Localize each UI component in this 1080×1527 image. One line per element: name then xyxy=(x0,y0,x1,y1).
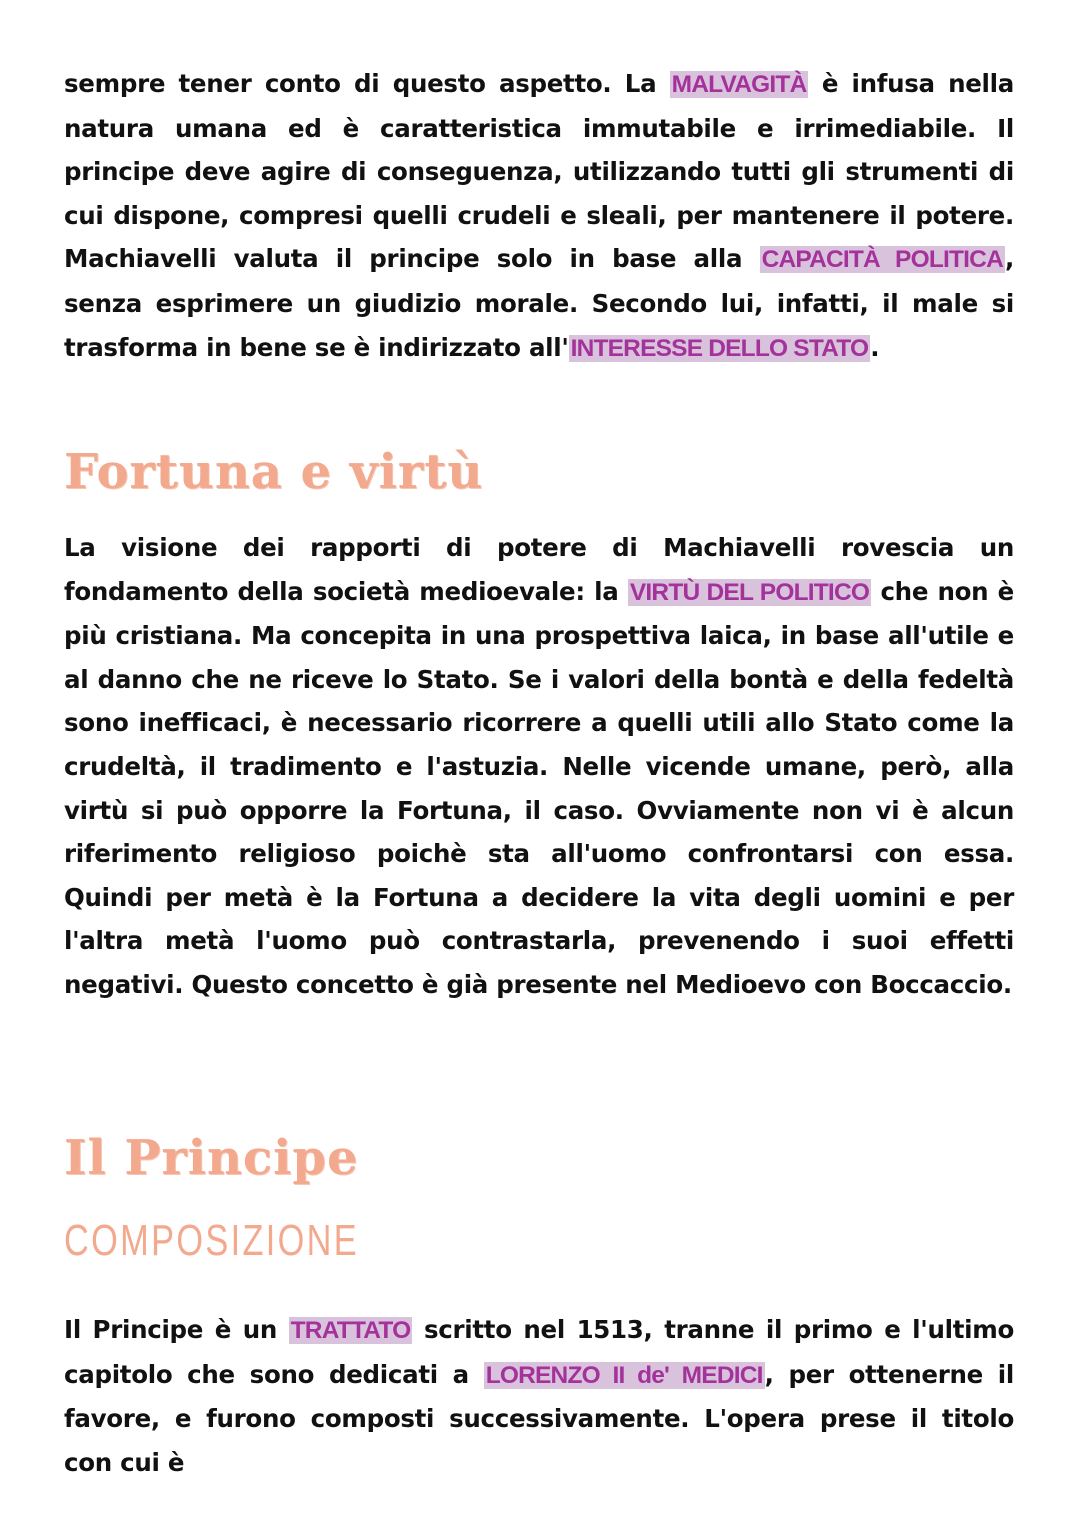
heading-il-principe: Il Principe xyxy=(64,1130,359,1186)
text-run: , per ottenerne il favore, e furono composti successivamente. L'opera prese il titolo con cui è xyxy=(64,1359,1014,1477)
text-run: scritto nel 1513, tranne il primo e l'ultimo capitolo che sono dedicati a xyxy=(64,1315,1014,1389)
text-run: . xyxy=(870,332,880,362)
paragraph-composizione xyxy=(64,1308,1014,1484)
highlight-capacita-politica: CAPACITÀ POLITICA xyxy=(761,246,1003,274)
text-run: sempre tener conto di questo aspetto. La xyxy=(64,69,670,98)
highlight-trattato: TRATTATO xyxy=(290,1317,411,1344)
highlight-virtu-del-politico: VIRTÙ DEL POLITICO xyxy=(629,578,870,606)
text-run: La visione dei rapporti di potere di Machiavelli rovescia un fondamento della società medioevale: la xyxy=(64,533,1014,606)
paragraph-malvagita xyxy=(64,62,1014,370)
paragraph-fortuna-virtu xyxy=(64,526,1014,1007)
highlight-malvagita: MALVAGITÀ xyxy=(671,71,807,98)
text-run: Il Principe è un xyxy=(64,1315,289,1344)
subheading-composizione: COMPOSIZIONE xyxy=(64,1216,360,1265)
text-run: , senza esprimere un giudizio morale. Secondo lui, infatti, il male si trasforma in bene se è indirizzato all' xyxy=(64,244,1014,362)
highlight-lorenzo-de-medici: LORENZO II de' MEDICI xyxy=(485,1361,763,1389)
text-run: è infusa nella natura umana ed è caratteristica immutabile e irrimediabile. Il principe deve agire di conseguenza, utilizzando tutti gli strumenti di cui dispone, compresi quelli crudeli e sleali, per mantenere il potere. Machiavelli valuta il principe solo in base alla xyxy=(64,69,1014,274)
highlight-interesse-dello-stato: INTERESSE DELLO STATO xyxy=(570,334,869,362)
heading-fortuna-e-virtu: Fortuna e virtù xyxy=(64,444,484,500)
text-run: che non è più cristiana. Ma concepita in una prospettiva laica, in base all'utile e al danno che ne riceve lo Stato. Se i valori della bontà e della fedeltà sono inefficaci, è necessario ricorrere a quelli utili allo Stato come la crudeltà, il tradimento e l'astuzia. Nelle vicende umane, però, alla virtù si può opporre la Fortuna, il caso. Ovviamente non vi è alcun riferimento religioso poichè sta all'uomo confrontarsi con essa. Quindi per metà è la Fortuna a decidere la vita degli uomini e per l'altra metà l'uomo può contrastarla, prevenendo i suoi effetti negativi. Questo concetto è già presente nel Medioevo con Boccaccio. xyxy=(64,576,1014,999)
